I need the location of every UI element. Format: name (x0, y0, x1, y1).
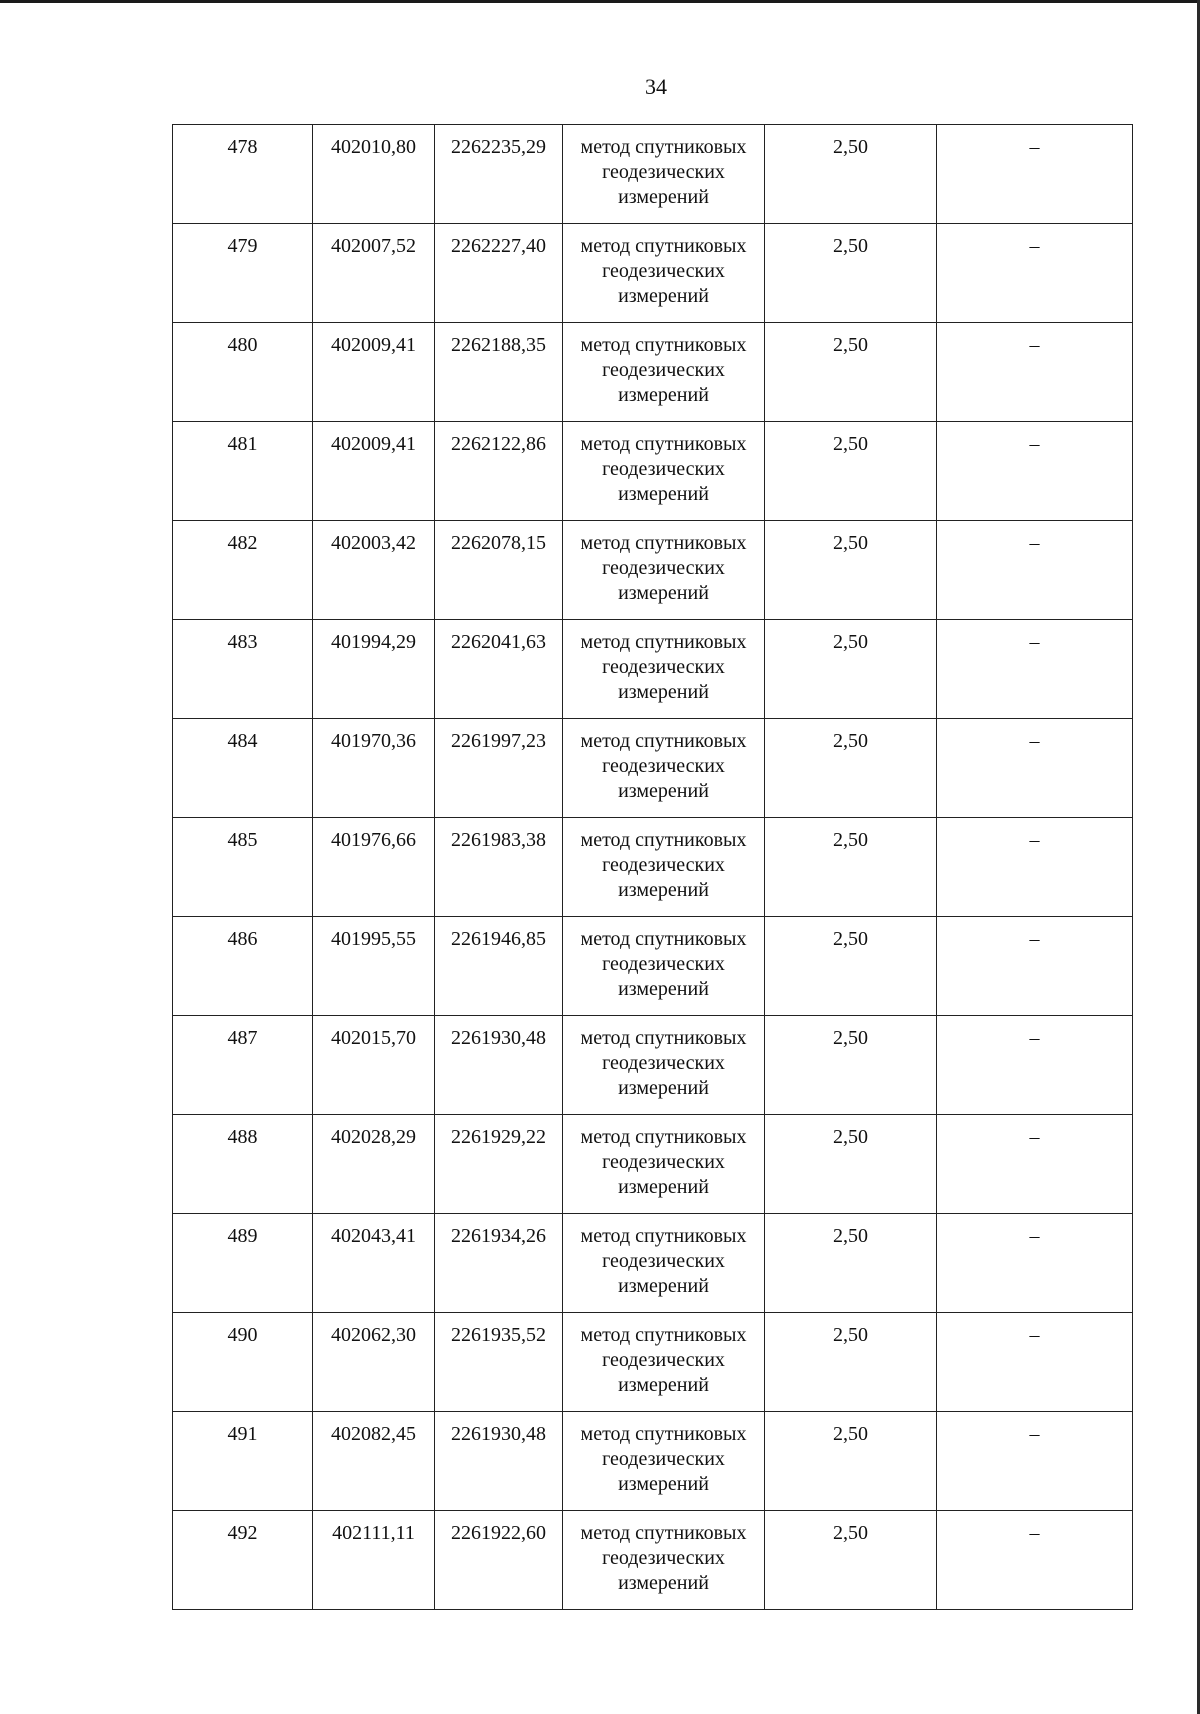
accuracy-cell: 2,50 (765, 1214, 937, 1313)
table-row (173, 620, 1133, 719)
table-row (173, 125, 1133, 224)
method-cell: метод спутниковых геодезических измерений (563, 719, 765, 818)
note-cell: – (937, 719, 1133, 818)
point-number-cell: 480 (173, 323, 313, 422)
x-coordinate-cell: 402028,29 (313, 1115, 435, 1214)
x-coordinate-cell: 402010,80 (313, 125, 435, 224)
table-row (173, 422, 1133, 521)
y-coordinate-cell: 2262188,35 (435, 323, 563, 422)
accuracy-cell: 2,50 (765, 620, 937, 719)
table-row (173, 917, 1133, 1016)
point-number-cell: 486 (173, 917, 313, 1016)
point-number-cell: 488 (173, 1115, 313, 1214)
table-row (173, 1313, 1133, 1412)
table-row (173, 1016, 1133, 1115)
note-cell: – (937, 323, 1133, 422)
accuracy-cell: 2,50 (765, 521, 937, 620)
x-coordinate-cell: 401994,29 (313, 620, 435, 719)
y-coordinate-cell: 2262122,86 (435, 422, 563, 521)
page-number: 34 (645, 74, 667, 99)
x-coordinate-cell: 401970,36 (313, 719, 435, 818)
x-coordinate-cell: 402082,45 (313, 1412, 435, 1511)
accuracy-cell: 2,50 (765, 1313, 937, 1412)
note-cell: – (937, 224, 1133, 323)
method-cell: метод спутниковых геодезических измерений (563, 1115, 765, 1214)
y-coordinate-cell: 2261934,26 (435, 1214, 563, 1313)
coordinates-table-body (173, 125, 1133, 1610)
point-number-cell: 489 (173, 1214, 313, 1313)
table-row (173, 818, 1133, 917)
y-coordinate-cell: 2261946,85 (435, 917, 563, 1016)
note-cell: – (937, 1016, 1133, 1115)
y-coordinate-cell: 2262227,40 (435, 224, 563, 323)
accuracy-cell: 2,50 (765, 1412, 937, 1511)
note-cell: – (937, 1115, 1133, 1214)
accuracy-cell: 2,50 (765, 224, 937, 323)
method-cell: метод спутниковых геодезических измерений (563, 1412, 765, 1511)
x-coordinate-cell: 402007,52 (313, 224, 435, 323)
y-coordinate-cell: 2261983,38 (435, 818, 563, 917)
method-cell: метод спутниковых геодезических измерений (563, 917, 765, 1016)
coordinates-table (172, 124, 1133, 1610)
method-cell: метод спутниковых геодезических измерений (563, 1016, 765, 1115)
table-row (173, 521, 1133, 620)
y-coordinate-cell: 2261935,52 (435, 1313, 563, 1412)
accuracy-cell: 2,50 (765, 1511, 937, 1610)
point-number-cell: 479 (173, 224, 313, 323)
point-number-cell: 490 (173, 1313, 313, 1412)
accuracy-cell: 2,50 (765, 917, 937, 1016)
note-cell: – (937, 917, 1133, 1016)
table-row (173, 1511, 1133, 1610)
x-coordinate-cell: 401976,66 (313, 818, 435, 917)
point-number-cell: 483 (173, 620, 313, 719)
note-cell: – (937, 521, 1133, 620)
accuracy-cell: 2,50 (765, 1016, 937, 1115)
note-cell: – (937, 422, 1133, 521)
x-coordinate-cell: 402043,41 (313, 1214, 435, 1313)
note-cell: – (937, 1214, 1133, 1313)
method-cell: метод спутниковых геодезических измерений (563, 1313, 765, 1412)
point-number-cell: 492 (173, 1511, 313, 1610)
table-row (173, 719, 1133, 818)
method-cell: метод спутниковых геодезических измерений (563, 1214, 765, 1313)
accuracy-cell: 2,50 (765, 323, 937, 422)
x-coordinate-cell: 402003,42 (313, 521, 435, 620)
table-row (173, 1115, 1133, 1214)
y-coordinate-cell: 2262235,29 (435, 125, 563, 224)
method-cell: метод спутниковых геодезических измерений (563, 818, 765, 917)
x-coordinate-cell: 402111,11 (313, 1511, 435, 1610)
table-row (173, 323, 1133, 422)
note-cell: – (937, 1313, 1133, 1412)
method-cell: метод спутниковых геодезических измерений (563, 521, 765, 620)
scan-edge-top (0, 0, 1200, 3)
point-number-cell: 485 (173, 818, 313, 917)
table-row (173, 224, 1133, 323)
x-coordinate-cell: 402015,70 (313, 1016, 435, 1115)
note-cell: – (937, 125, 1133, 224)
point-number-cell: 482 (173, 521, 313, 620)
y-coordinate-cell: 2261930,48 (435, 1016, 563, 1115)
point-number-cell: 491 (173, 1412, 313, 1511)
method-cell: метод спутниковых геодезических измерений (563, 125, 765, 224)
note-cell: – (937, 620, 1133, 719)
note-cell: – (937, 1511, 1133, 1610)
y-coordinate-cell: 2261922,60 (435, 1511, 563, 1610)
method-cell: метод спутниковых геодезических измерений (563, 224, 765, 323)
method-cell: метод спутниковых геодезических измерений (563, 620, 765, 719)
accuracy-cell: 2,50 (765, 719, 937, 818)
table-row (173, 1412, 1133, 1511)
y-coordinate-cell: 2262078,15 (435, 521, 563, 620)
accuracy-cell: 2,50 (765, 818, 937, 917)
accuracy-cell: 2,50 (765, 422, 937, 521)
method-cell: метод спутниковых геодезических измерений (563, 1511, 765, 1610)
accuracy-cell: 2,50 (765, 1115, 937, 1214)
y-coordinate-cell: 2262041,63 (435, 620, 563, 719)
x-coordinate-cell: 402009,41 (313, 323, 435, 422)
method-cell: метод спутниковых геодезических измерений (563, 323, 765, 422)
note-cell: – (937, 1412, 1133, 1511)
point-number-cell: 487 (173, 1016, 313, 1115)
point-number-cell: 484 (173, 719, 313, 818)
x-coordinate-cell: 402009,41 (313, 422, 435, 521)
point-number-cell: 481 (173, 422, 313, 521)
y-coordinate-cell: 2261997,23 (435, 719, 563, 818)
point-number-cell: 478 (173, 125, 313, 224)
x-coordinate-cell: 402062,30 (313, 1313, 435, 1412)
x-coordinate-cell: 401995,55 (313, 917, 435, 1016)
y-coordinate-cell: 2261929,22 (435, 1115, 563, 1214)
note-cell: – (937, 818, 1133, 917)
y-coordinate-cell: 2261930,48 (435, 1412, 563, 1511)
accuracy-cell: 2,50 (765, 125, 937, 224)
method-cell: метод спутниковых геодезических измерений (563, 422, 765, 521)
table-row (173, 1214, 1133, 1313)
